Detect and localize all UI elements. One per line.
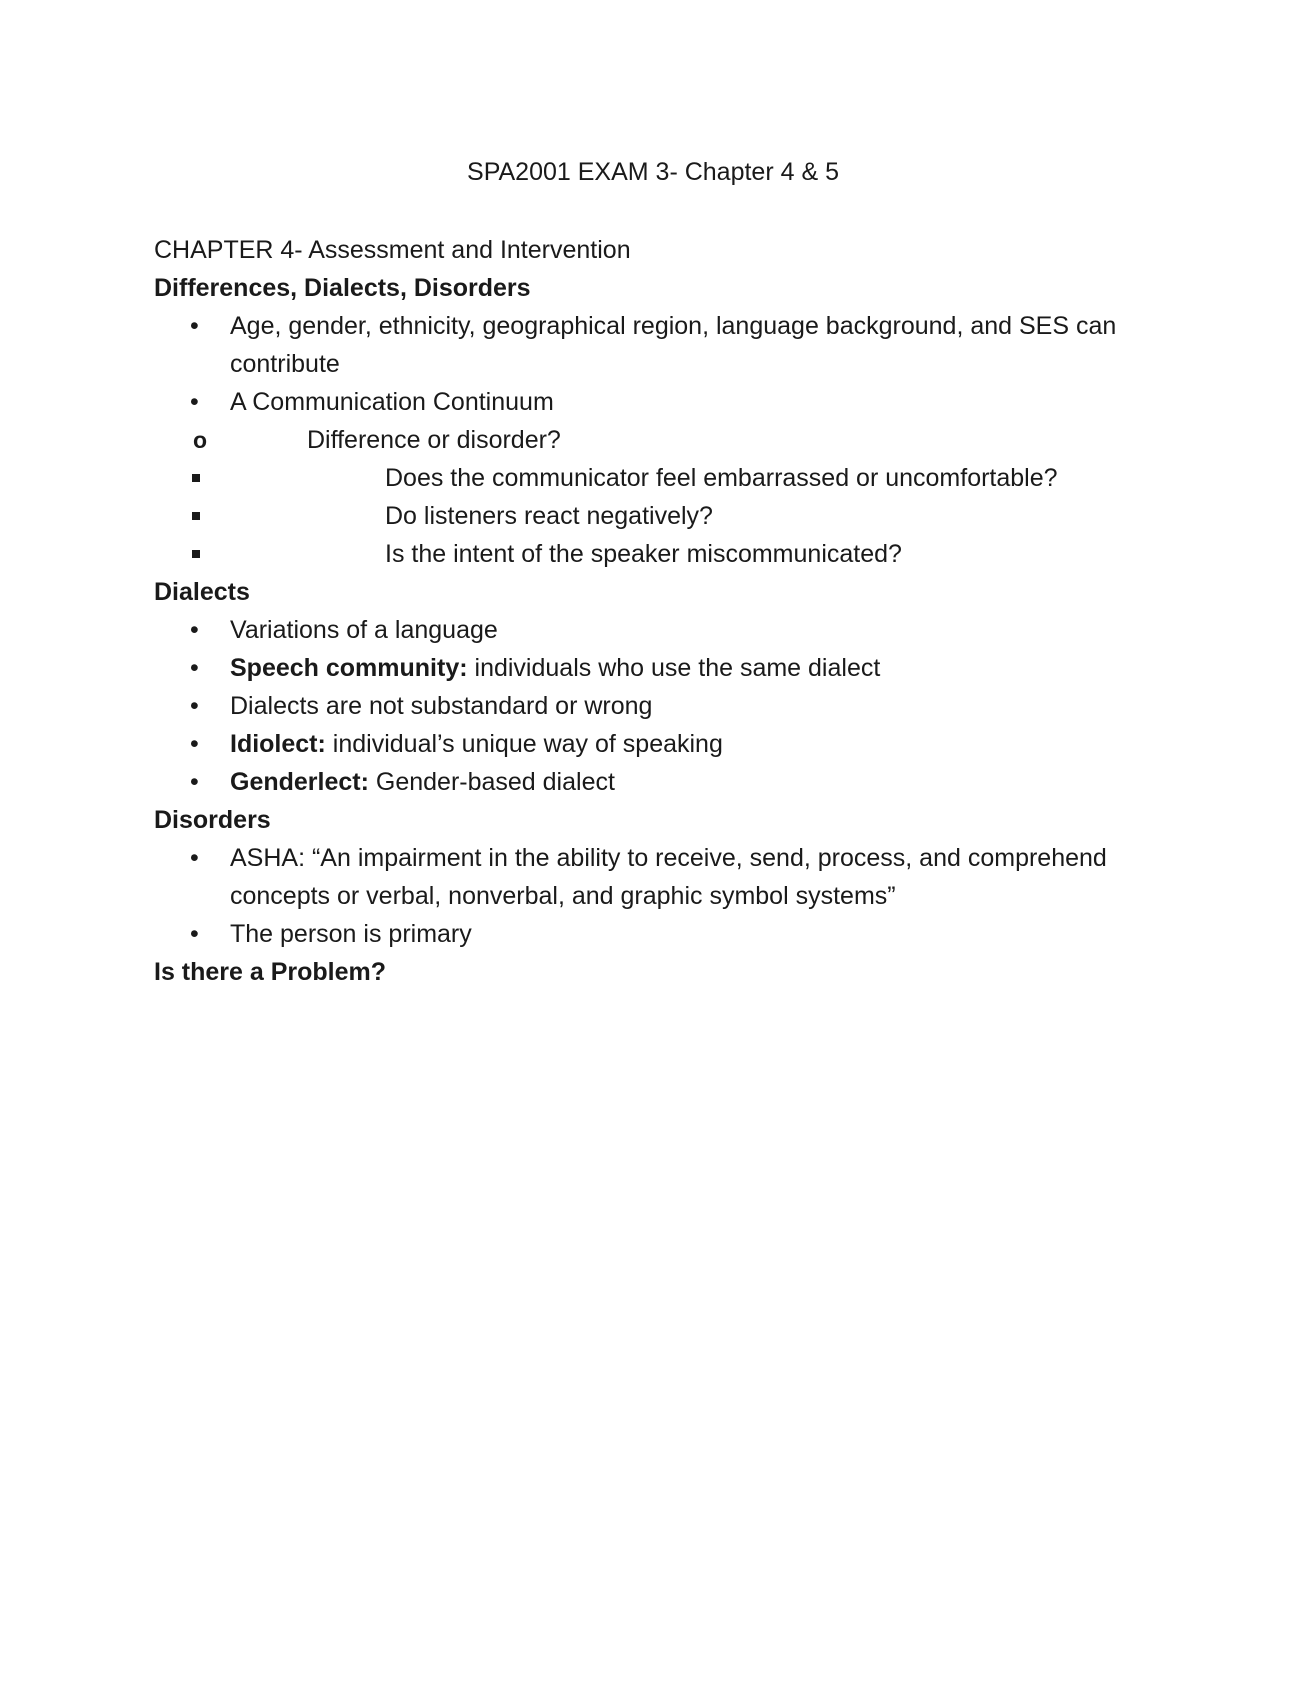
section-heading-problem: Is there a Problem? — [154, 958, 387, 986]
section-heading-dialects: Dialects — [154, 578, 250, 606]
list-item: • Age, gender, ethnicity, geographical region, language background, and SES can contribute — [154, 307, 1154, 383]
list-item: • ASHA: “An impairment in the ability to receive, send, process, and comprehend concepts or verbal, nonverbal, and graphic symbol systems” — [154, 839, 1154, 915]
document-title: SPA2001 EXAM 3- Chapter 4 & 5 — [467, 158, 839, 186]
term-idiolect: Idiolect: — [230, 730, 326, 758]
section-heading-differences: Differences, Dialects, Disorders — [154, 274, 531, 302]
question-item: Does the communicator feel embarrassed or uncomfortable? — [154, 459, 1154, 497]
list-item — [154, 649, 1154, 687]
list-item-text: A Communication Continuum — [230, 388, 554, 416]
list-item: • The person is primary — [154, 915, 1154, 953]
differences-list — [154, 307, 1154, 573]
question-item: Is the intent of the speaker miscommunicated? — [154, 535, 1154, 573]
term-speech-community: Speech community: — [230, 654, 468, 682]
list-item — [154, 383, 1154, 573]
question-item: Do listeners react negatively? — [154, 497, 1154, 535]
document-body — [154, 231, 1154, 991]
list-item — [154, 725, 1154, 763]
definition-speech-community: individuals who use the same dialect — [467, 654, 881, 682]
disorders-list — [154, 839, 1154, 953]
chapter-heading: CHAPTER 4- Assessment and Intervention — [154, 236, 631, 264]
list-item: • Dialects are not substandard or wrong — [154, 687, 1154, 725]
sub-list-item — [154, 421, 1154, 573]
list-item: • Variations of a language — [154, 611, 1154, 649]
difference-questions-list — [154, 459, 1154, 573]
term-genderlect: Genderlect: — [230, 768, 369, 796]
dialects-list — [154, 611, 1154, 801]
list-item — [154, 763, 1154, 801]
definition-genderlect: Gender-based dialect — [368, 768, 615, 796]
section-heading-disorders: Disorders — [154, 806, 271, 834]
continuum-sublist — [154, 421, 1154, 573]
sub-list-item-text: Difference or disorder? — [307, 426, 561, 454]
definition-idiolect: individual’s unique way of speaking — [325, 730, 723, 758]
